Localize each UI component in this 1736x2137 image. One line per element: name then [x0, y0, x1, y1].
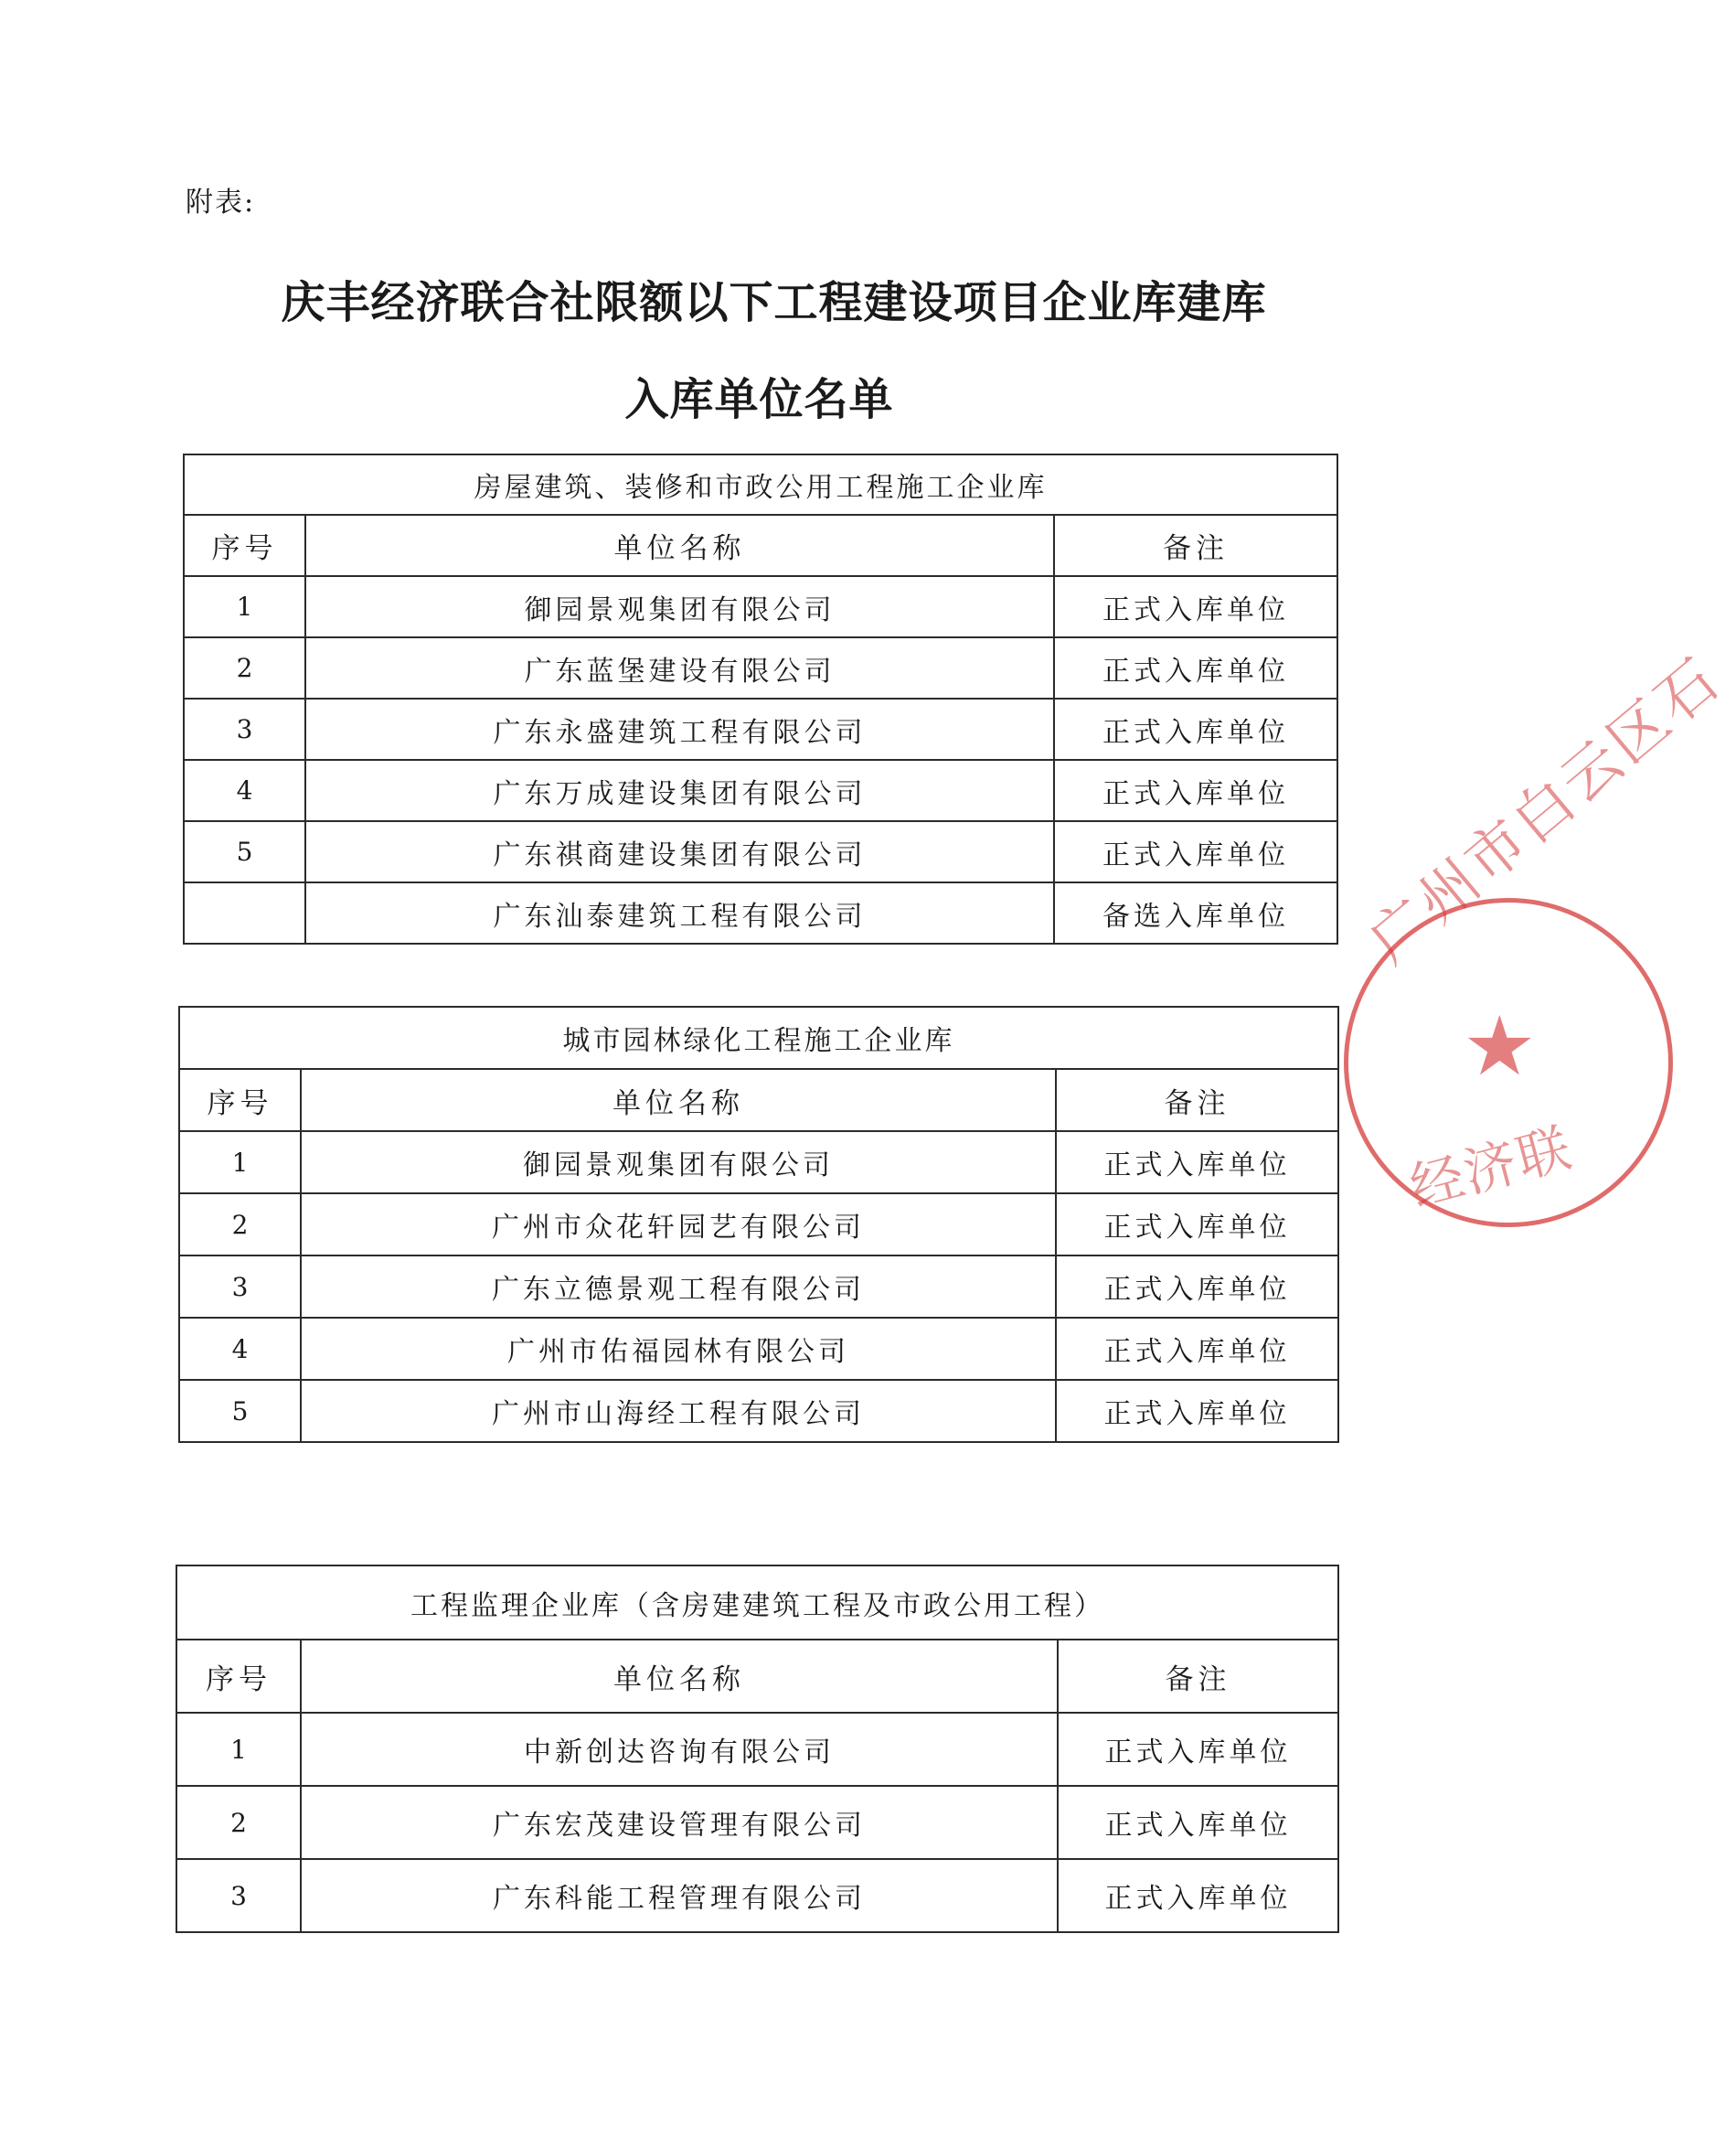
header-seq: 序号	[176, 1640, 301, 1713]
header-remark: 备注	[1056, 1069, 1338, 1131]
table-section-title-row	[184, 454, 1337, 515]
row-company-name: 广州市山海经工程有限公司	[301, 1380, 1056, 1442]
row-remark: 正式入库单位	[1054, 637, 1337, 699]
table-row	[179, 1193, 1338, 1255]
row-seq: 4	[179, 1318, 301, 1380]
row-seq: 3	[176, 1859, 301, 1932]
section-title: 城市园林绿化工程施工企业库	[179, 1007, 1338, 1069]
row-remark: 正式入库单位	[1056, 1380, 1338, 1442]
row-company-name: 广东永盛建筑工程有限公司	[305, 699, 1054, 760]
table-section-title-row	[179, 1007, 1338, 1069]
row-seq: 2	[179, 1193, 301, 1255]
table-row	[184, 760, 1337, 821]
seal-text-top: 广州市白云区石	[1357, 645, 1734, 978]
landscaping-enterprise-table	[178, 1006, 1339, 1443]
section-title: 房屋建筑、装修和市政公用工程施工企业库	[184, 454, 1337, 515]
row-seq: 4	[184, 760, 305, 821]
row-seq: 1	[184, 576, 305, 637]
row-seq: 2	[184, 637, 305, 699]
row-company-name: 广东宏茂建设管理有限公司	[301, 1786, 1058, 1859]
table-section-title-row	[176, 1565, 1338, 1640]
header-name: 单位名称	[305, 515, 1054, 576]
row-company-name: 中新创达咨询有限公司	[301, 1713, 1058, 1786]
row-company-name: 御园景观集团有限公司	[305, 576, 1054, 637]
table-row	[179, 1131, 1338, 1193]
row-company-name: 广东蓝堡建设有限公司	[305, 637, 1054, 699]
header-remark: 备注	[1058, 1640, 1338, 1713]
seal-star-icon: ★	[1463, 999, 1537, 1095]
attachment-label: 附表:	[186, 187, 256, 219]
table-row	[184, 576, 1337, 637]
table-row	[184, 882, 1337, 944]
row-seq: 5	[184, 821, 305, 882]
table-row	[176, 1859, 1338, 1932]
header-seq: 序号	[179, 1069, 301, 1131]
table-row	[184, 637, 1337, 699]
row-remark: 正式入库单位	[1054, 760, 1337, 821]
row-remark: 备选入库单位	[1054, 882, 1337, 944]
table-header-row	[184, 515, 1337, 576]
table-row	[184, 699, 1337, 760]
seal-text-bottom: 经济联	[1403, 1116, 1580, 1219]
row-remark: 正式入库单位	[1056, 1193, 1338, 1255]
table-row	[179, 1255, 1338, 1318]
header-remark: 备注	[1054, 515, 1337, 576]
table-row	[176, 1713, 1338, 1786]
construction-enterprise-table	[183, 454, 1338, 945]
table-header-row	[176, 1640, 1338, 1713]
document-title-line-1: 庆丰经济联合社限额以下工程建设项目企业库建库	[281, 277, 1267, 328]
row-company-name: 广东万成建设集团有限公司	[305, 760, 1054, 821]
row-seq: 3	[184, 699, 305, 760]
row-company-name: 广州市佑福园林有限公司	[301, 1318, 1056, 1380]
header-seq: 序号	[184, 515, 305, 576]
row-remark: 正式入库单位	[1054, 576, 1337, 637]
table-row	[179, 1318, 1338, 1380]
row-remark: 正式入库单位	[1056, 1318, 1338, 1380]
row-remark: 正式入库单位	[1056, 1255, 1338, 1318]
row-remark: 正式入库单位	[1056, 1131, 1338, 1193]
header-name: 单位名称	[301, 1069, 1056, 1131]
supervision-enterprise-table	[176, 1565, 1339, 1933]
row-remark: 正式入库单位	[1054, 699, 1337, 760]
row-company-name: 广东科能工程管理有限公司	[301, 1859, 1058, 1932]
table-row	[176, 1786, 1338, 1859]
table-row	[184, 821, 1337, 882]
row-company-name: 广东祺商建设集团有限公司	[305, 821, 1054, 882]
document-title-line-2: 入库单位名单	[624, 374, 894, 425]
row-seq: 2	[176, 1786, 301, 1859]
row-company-name: 广东汕泰建筑工程有限公司	[305, 882, 1054, 944]
row-remark: 正式入库单位	[1054, 821, 1337, 882]
header-name: 单位名称	[301, 1640, 1058, 1713]
row-remark: 正式入库单位	[1058, 1786, 1338, 1859]
row-remark: 正式入库单位	[1058, 1859, 1338, 1932]
table-row	[179, 1380, 1338, 1442]
row-seq	[184, 882, 305, 944]
row-company-name: 御园景观集团有限公司	[301, 1131, 1056, 1193]
row-seq: 5	[179, 1380, 301, 1442]
section-title: 工程监理企业库（含房建建筑工程及市政公用工程）	[176, 1565, 1338, 1640]
row-company-name: 广州市众花轩园艺有限公司	[301, 1193, 1056, 1255]
row-seq: 3	[179, 1255, 301, 1318]
table-header-row	[179, 1069, 1338, 1131]
row-seq: 1	[176, 1713, 301, 1786]
row-remark: 正式入库单位	[1058, 1713, 1338, 1786]
row-seq: 1	[179, 1131, 301, 1193]
row-company-name: 广东立德景观工程有限公司	[301, 1255, 1056, 1318]
